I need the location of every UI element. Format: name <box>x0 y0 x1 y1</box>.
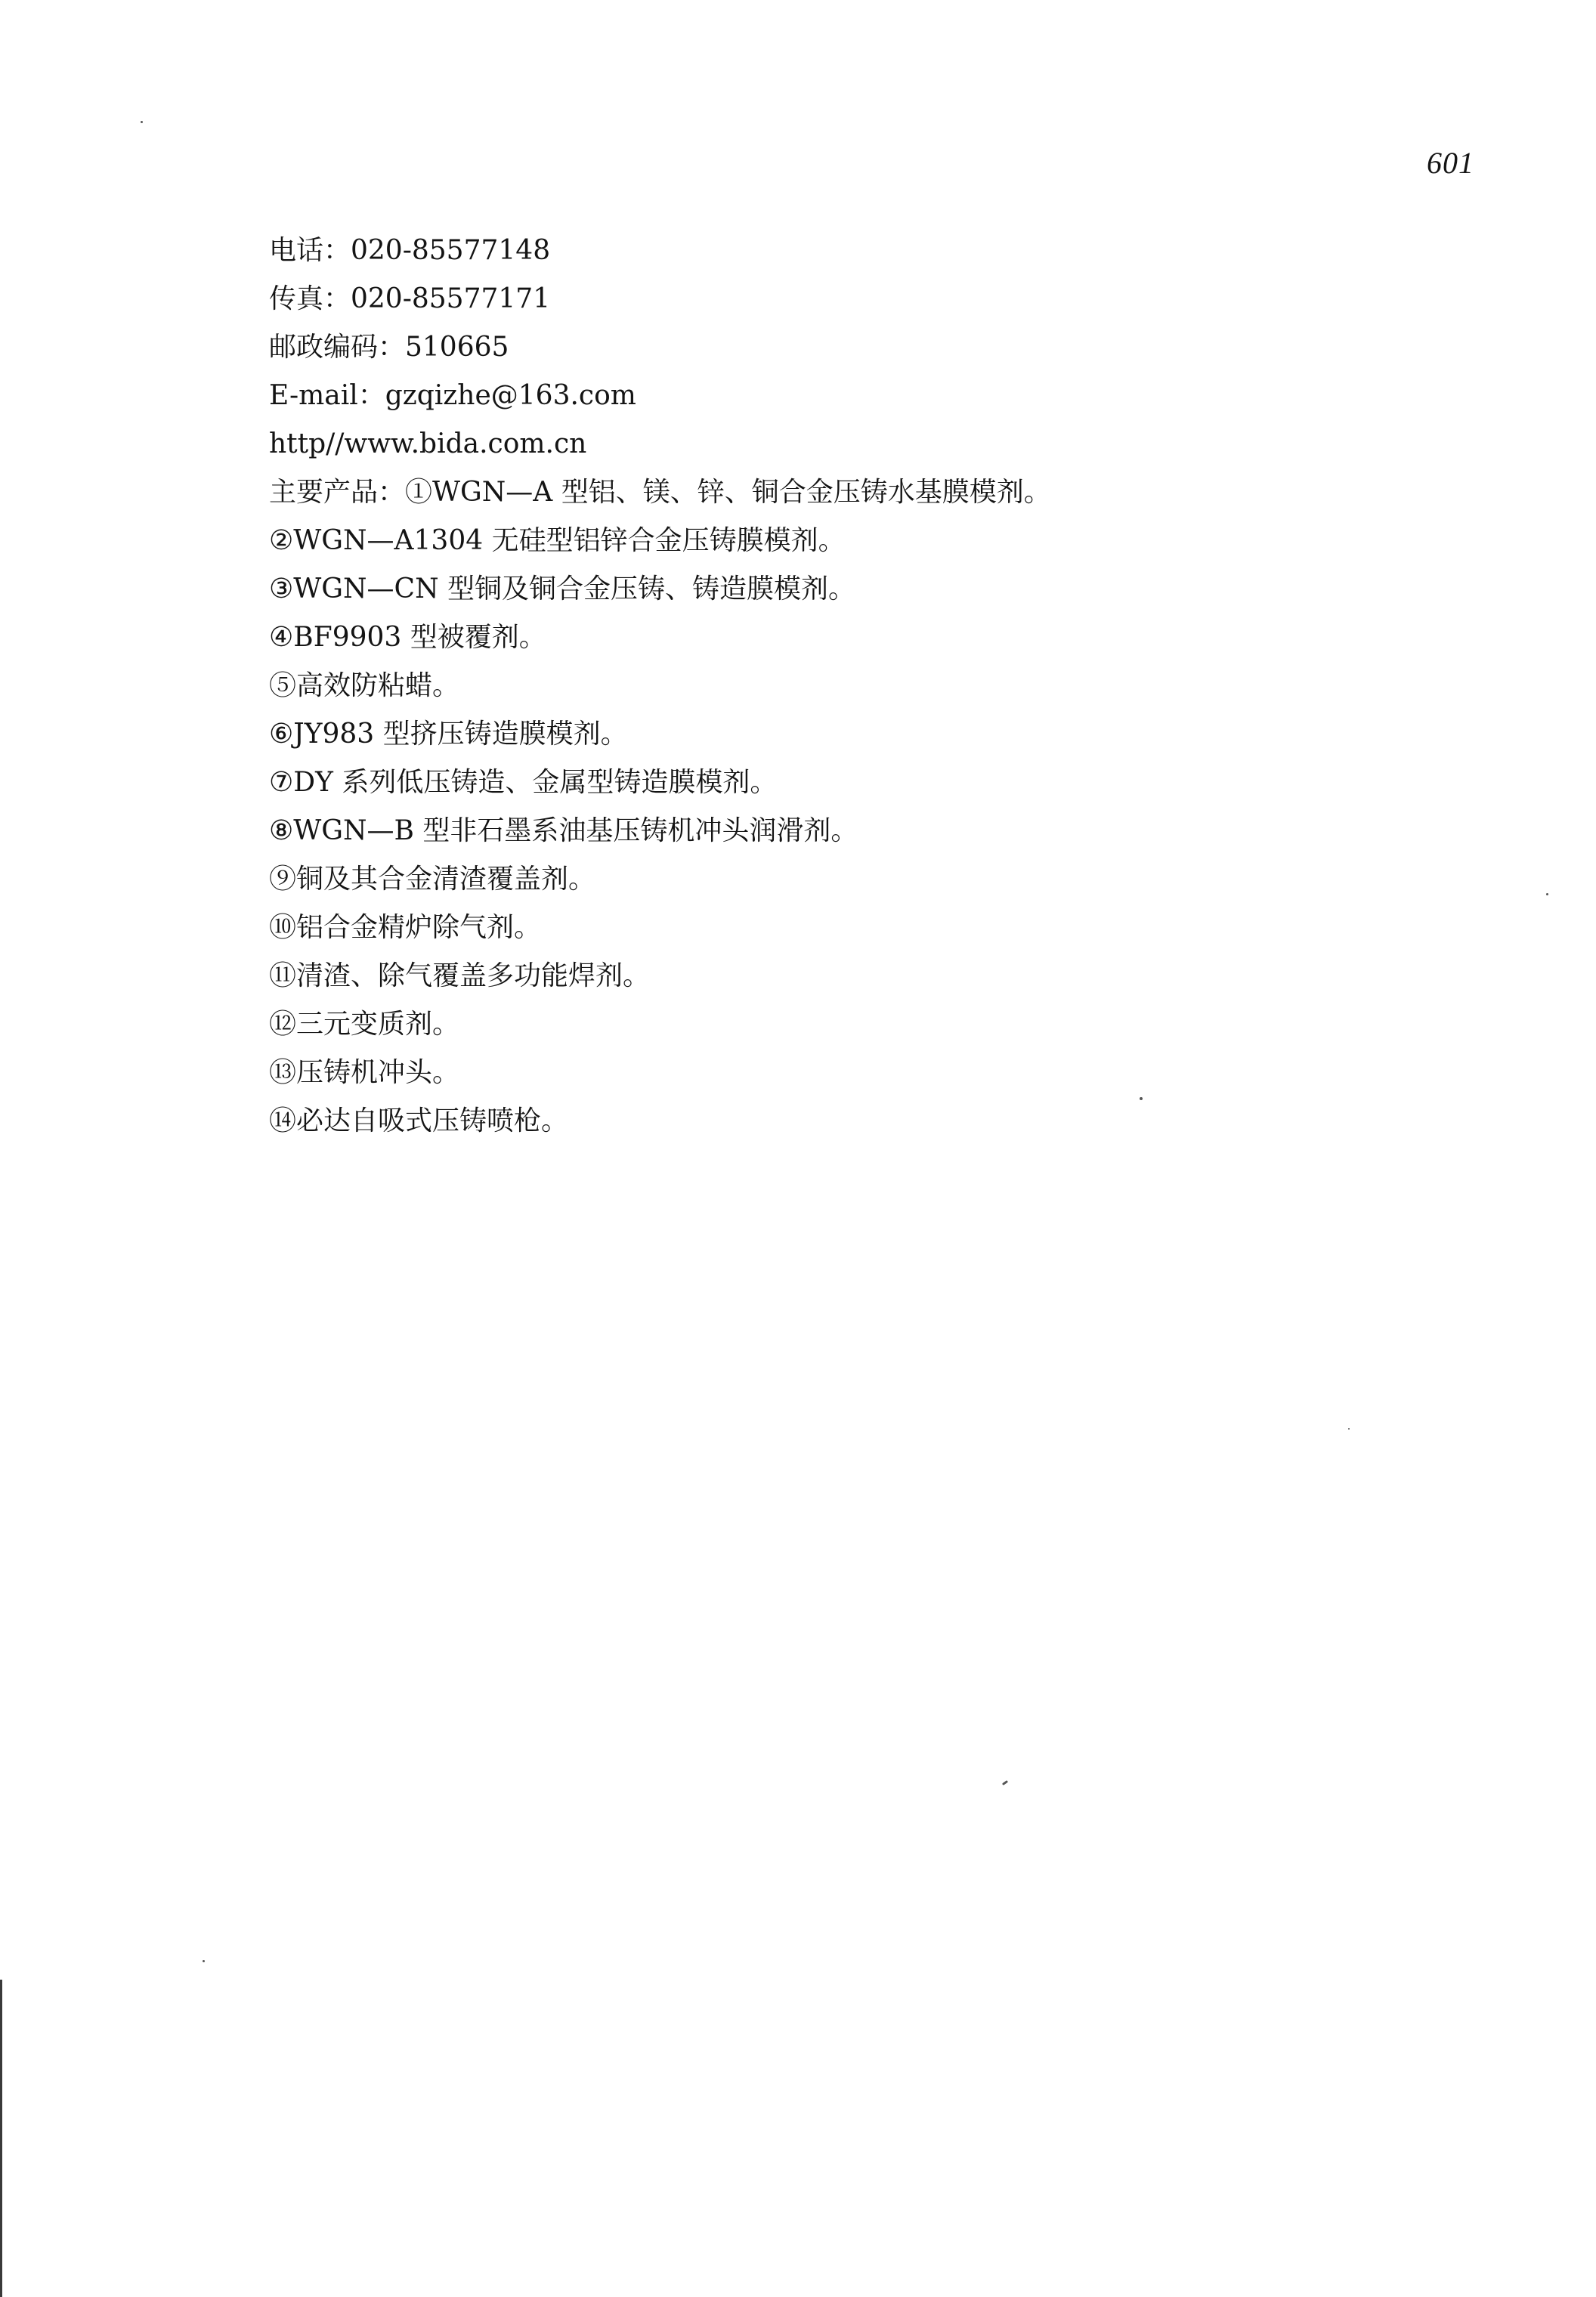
product-item: ⑭必达自吸式压铸喷枪。 <box>269 1105 569 1136</box>
scan-speck <box>1002 1780 1008 1785</box>
document-body <box>269 227 1554 1145</box>
product-item: ⑨铜及其合金清渣覆盖剂。 <box>269 864 596 895</box>
scan-speck <box>141 121 143 123</box>
product-item: ⑥JY983 型挤压铸造膜模剂。 <box>269 719 628 750</box>
email-line: E-mail：gzqizhe@163.com <box>269 380 636 411</box>
product-item: ③WGN—CN 型铜及铜合金压铸、铸造膜模剂。 <box>269 573 856 604</box>
products-heading-line: 主要产品：①WGN—A 型铝、镁、锌、铜合金压铸水基膜模剂。 <box>269 477 1051 508</box>
product-item: ②WGN—A1304 无硅型铝锌合金压铸膜模剂。 <box>269 525 846 556</box>
product-item: ⑬压铸机冲头。 <box>269 1057 460 1088</box>
scan-speck <box>1546 893 1548 895</box>
page-number: 601 <box>1427 146 1474 180</box>
product-item: ④BF9903 型被覆剂。 <box>269 622 546 653</box>
phone-line: 电话：020-85577148 <box>269 235 551 266</box>
product-item: ⑤高效防粘蜡。 <box>269 670 460 701</box>
scan-edge-line <box>0 1980 2 2297</box>
product-item: ⑫三元变质剂。 <box>269 1009 460 1040</box>
postcode-line: 邮政编码：510665 <box>269 332 509 363</box>
fax-line: 传真：020-85577171 <box>269 283 551 314</box>
scan-speck <box>203 1960 205 1962</box>
product-item: ⑪清渣、除气覆盖多功能焊剂。 <box>269 960 651 991</box>
scan-speck <box>1348 1428 1350 1430</box>
product-item: ⑦DY 系列低压铸造、金属型铸造膜模剂。 <box>269 767 778 798</box>
scan-speck <box>1140 1097 1143 1100</box>
website-line: http//www.bida.com.cn <box>269 428 587 459</box>
product-item: ⑧WGN—B 型非石墨系油基压铸机冲头润滑剂。 <box>269 815 858 846</box>
product-item: ⑩铝合金精炉除气剂。 <box>269 912 542 943</box>
